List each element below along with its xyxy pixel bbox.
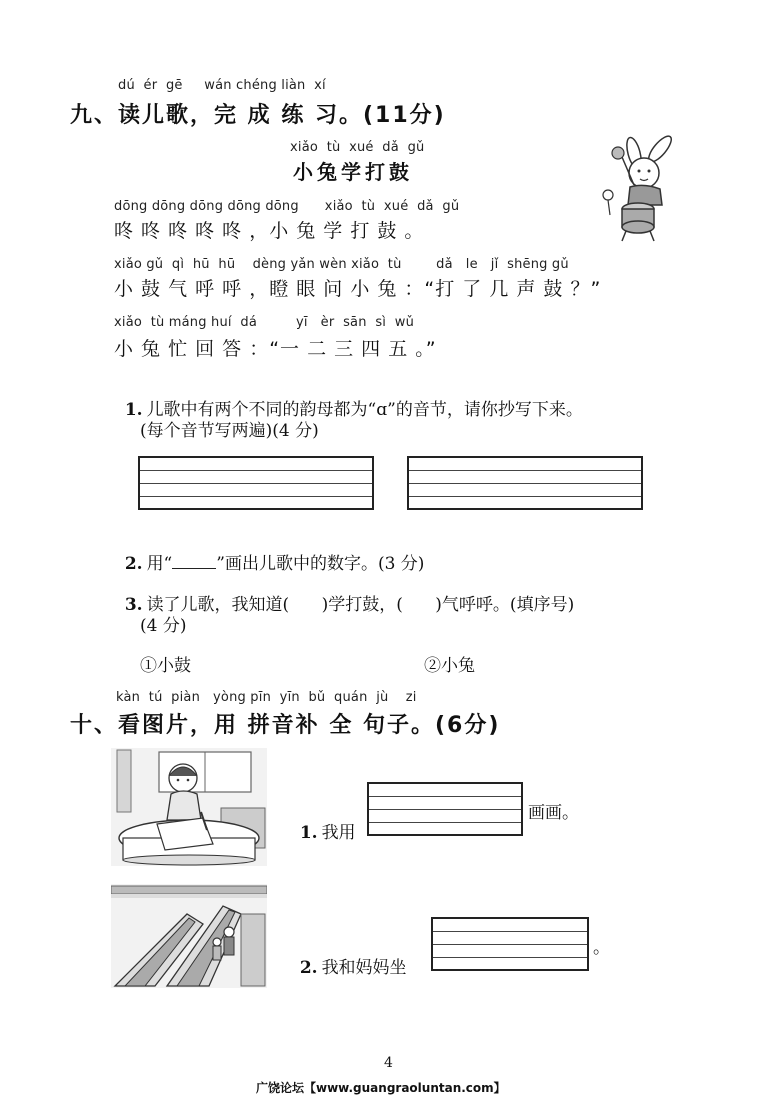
section9-heading: 九、读儿歌，完 成 练 习。(11分) xyxy=(70,103,446,128)
question-2-number: 2. xyxy=(124,554,143,574)
s10-question-2 xyxy=(289,933,407,978)
poem-line1: 咚 咚 咚 咚 咚 ，小 兔 学 打 鼓 。 xyxy=(114,220,425,242)
rabbit-drum-illustration xyxy=(598,135,690,243)
question-3-number: 3. xyxy=(124,595,143,615)
page-number: 4 xyxy=(384,1055,393,1071)
answer-box-1a[interactable] xyxy=(138,456,374,510)
section9-heading-pinyin: dú ér gē wán chéng liàn xí xyxy=(118,78,326,93)
footer-site: 广饶论坛【www.guangraoluntan.com】 xyxy=(256,1081,506,1095)
s10-question-2-prefix: 我和妈妈坐 xyxy=(321,958,407,978)
answer-box-1b[interactable] xyxy=(407,456,643,510)
s10-question-2-suffix: 。 xyxy=(593,938,610,958)
escalator-illustration xyxy=(111,884,267,988)
option-2: ②小兔 xyxy=(424,656,475,676)
question-1-note: (每个音节写两遍)(4 分) xyxy=(140,421,319,441)
poem-line2-pinyin: xiǎo gǔ qì hū hū dèng yǎn wèn xiǎo tù dǎ le jǐ shēng gǔ xyxy=(114,257,569,272)
poem-line3: 小 兔 忙 回 答 ：“一 二 三 四 五 。” xyxy=(114,338,437,360)
poem-line1-pinyin: dōng dōng dōng dōng dōng xiǎo tù xué dǎ gǔ xyxy=(114,199,460,214)
s10-question-2-number: 2. xyxy=(299,958,318,978)
section10-heading-pinyin: kàn tú piàn yòng pīn yīn bǔ quán jù zi xyxy=(116,690,417,705)
question-2 xyxy=(114,529,424,574)
question-3-score: (4 分) xyxy=(140,616,187,636)
question-3-text: 读了儿歌，我知道( )学打鼓，( )气呼呼。(填序号) xyxy=(146,595,575,615)
question-1 xyxy=(114,375,583,420)
section10-heading: 十、看图片，用 拼音补 全 句子。(6分) xyxy=(70,713,501,738)
s10-question-1-number: 1. xyxy=(299,823,318,843)
girl-drawing-illustration xyxy=(111,748,267,866)
option-1: ①小鼓 xyxy=(140,656,191,676)
s10-question-1 xyxy=(289,798,356,843)
s10-question-1-suffix: 画画。 xyxy=(528,803,579,823)
underline-sample xyxy=(172,554,216,569)
poem-title-pinyin: xiǎo tù xué dǎ gǔ xyxy=(290,140,425,155)
question-1-text: 儿歌中有两个不同的韵母都为“ɑ”的音节，请你抄写下来。 xyxy=(146,400,583,420)
question-2-suffix: ”画出儿歌中的数字。(3 分) xyxy=(216,554,425,574)
poem-line2: 小 鼓 气 呼 呼 ，瞪 眼 问 小 兔 ：“打 了 几 声 鼓 ？” xyxy=(114,278,602,300)
question-2-prefix: 用“ xyxy=(146,554,173,574)
s10-question-1-prefix: 我用 xyxy=(321,823,356,843)
poem-title: 小兔学打鼓 xyxy=(293,160,413,184)
question-3 xyxy=(114,570,574,615)
answer-box-s10-2[interactable] xyxy=(431,917,589,971)
poem-line3-pinyin: xiǎo tù máng huí dá yī èr sān sì wǔ xyxy=(114,315,415,330)
answer-box-s10-1[interactable] xyxy=(367,782,523,836)
question-1-number: 1. xyxy=(124,400,143,420)
